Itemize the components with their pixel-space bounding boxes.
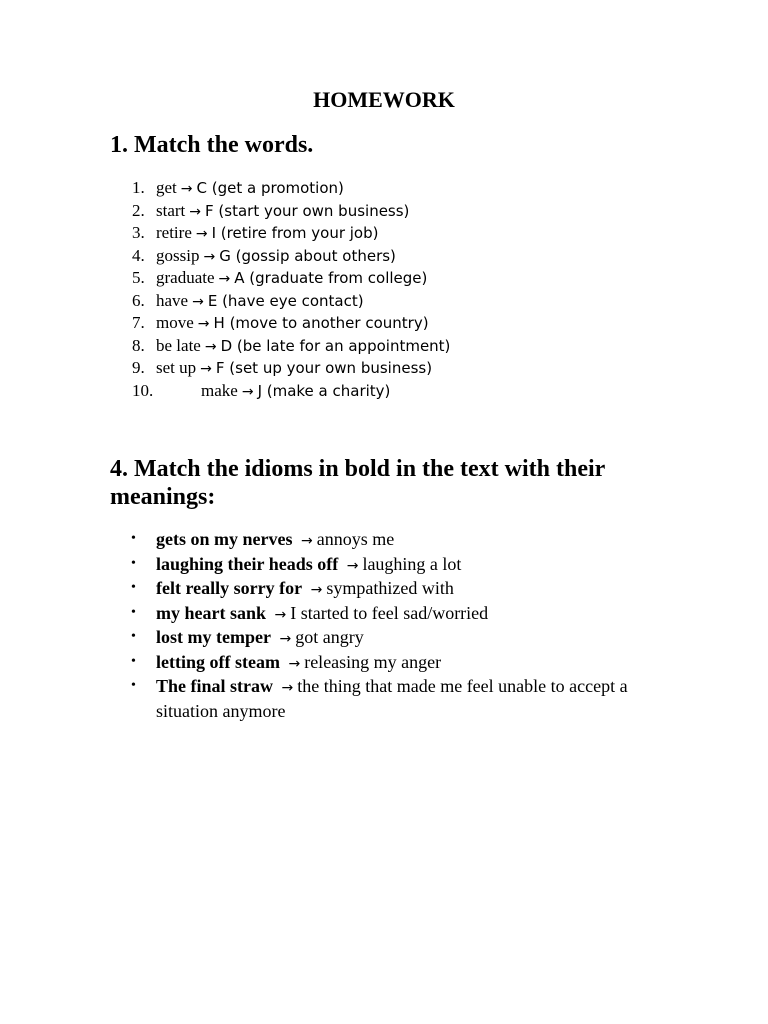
item-word: have (156, 290, 189, 310)
bullet-icon: • (131, 629, 136, 644)
word-match-item (110, 245, 670, 268)
item-number: 8. (132, 335, 145, 355)
idiom-item (110, 553, 670, 578)
idiom-meaning: releasing my anger (304, 651, 442, 672)
bullet-icon: • (131, 678, 136, 693)
idiom-term: gets on my nerves (156, 529, 293, 549)
word-match-item (110, 357, 670, 380)
word-match-item (110, 290, 670, 313)
right-arrow-icon: → (300, 533, 313, 549)
word-match-item (110, 267, 670, 290)
right-arrow-icon: → (274, 606, 287, 623)
item-word: move (156, 313, 194, 332)
idiom-meaning: sympathized with (326, 578, 454, 598)
item-number: 10. (132, 380, 154, 400)
idiom-item (110, 651, 670, 676)
section-heading-match-idioms: 4. Match the idioms in bold in the text with their meanings: (110, 456, 605, 510)
item-number: 3. (132, 223, 145, 242)
item-number: 1. (132, 178, 145, 197)
idiom-meaning: annoys me (316, 529, 395, 549)
item-number: 6. (132, 290, 145, 310)
item-number: 2. (132, 200, 145, 220)
item-answer: J (make a charity) (257, 381, 391, 400)
word-match-item (110, 177, 670, 200)
idiom-term: letting off steam (156, 651, 280, 672)
idiom-term: laughing their heads off (156, 553, 339, 574)
bullet-icon: • (131, 653, 136, 669)
item-number: 7. (132, 313, 145, 332)
idiom-item (110, 528, 670, 553)
right-arrow-icon: → (189, 203, 202, 220)
right-arrow-icon: → (180, 181, 193, 197)
right-arrow-icon: → (310, 582, 323, 598)
bullet-icon: • (131, 580, 136, 595)
right-arrow-icon: → (204, 338, 217, 355)
item-number: 5. (132, 268, 145, 287)
idiom-meaning: laughing a lot (362, 553, 462, 574)
idiom-item (110, 577, 670, 602)
right-arrow-icon: → (197, 316, 210, 332)
item-word: retire (156, 223, 192, 242)
item-answer: H (move to another country) (213, 314, 429, 332)
idiom-term: lost my temper (156, 627, 271, 647)
idiom-term: my heart sank (156, 602, 267, 623)
right-arrow-icon: → (195, 226, 208, 242)
item-word: be late (156, 335, 201, 355)
item-answer: I (retire from your job) (211, 224, 379, 242)
word-match-item (110, 380, 670, 403)
item-answer: F (start your own business) (205, 201, 410, 220)
right-arrow-icon: → (288, 655, 301, 672)
word-match-item (110, 335, 670, 358)
item-answer: C (get a promotion) (196, 179, 344, 197)
idiom-list (110, 528, 670, 722)
idiom-term: The final straw (156, 676, 273, 696)
bullet-icon: • (131, 531, 136, 546)
right-arrow-icon: → (203, 248, 216, 265)
idiom-item (110, 675, 670, 722)
word-match-item (110, 200, 670, 223)
right-arrow-icon: → (218, 271, 231, 287)
word-match-list (110, 177, 670, 402)
idiom-term: felt really sorry for (156, 578, 303, 598)
item-number: 9. (132, 358, 145, 377)
page-title: HOMEWORK (313, 87, 455, 112)
right-arrow-icon: → (241, 383, 254, 400)
item-word: get (156, 178, 177, 197)
right-arrow-icon: → (192, 293, 204, 310)
item-answer: E (have eye contact) (207, 291, 364, 310)
right-arrow-icon: → (200, 361, 212, 377)
section-heading-match-words: 1. Match the words. (110, 132, 314, 158)
idiom-meaning: got angry (295, 627, 364, 647)
word-match-item (110, 222, 670, 245)
item-answer: G (gossip about others) (219, 246, 396, 265)
bullet-icon: • (131, 604, 136, 620)
item-word: start (156, 200, 186, 220)
item-word: graduate (156, 268, 215, 287)
item-answer: A (graduate from college) (234, 269, 428, 287)
right-arrow-icon: → (346, 557, 359, 574)
right-arrow-icon: → (281, 680, 294, 696)
idiom-meaning: I started to feel sad/worried (290, 602, 489, 623)
item-answer: F (set up your own business) (215, 359, 433, 377)
right-arrow-icon: → (279, 631, 292, 647)
idiom-item (110, 626, 670, 651)
item-word: set up (156, 358, 197, 377)
idiom-item (110, 602, 670, 627)
item-answer: D (be late for an appointment) (220, 336, 451, 355)
item-number: 4. (132, 245, 145, 265)
word-match-item (110, 312, 670, 335)
item-word: make (201, 380, 238, 400)
bullet-icon: • (131, 555, 136, 571)
item-word: gossip (156, 245, 200, 265)
idiom-meaning: the thing that made me feel unable to accept a situation anymore (156, 676, 628, 721)
